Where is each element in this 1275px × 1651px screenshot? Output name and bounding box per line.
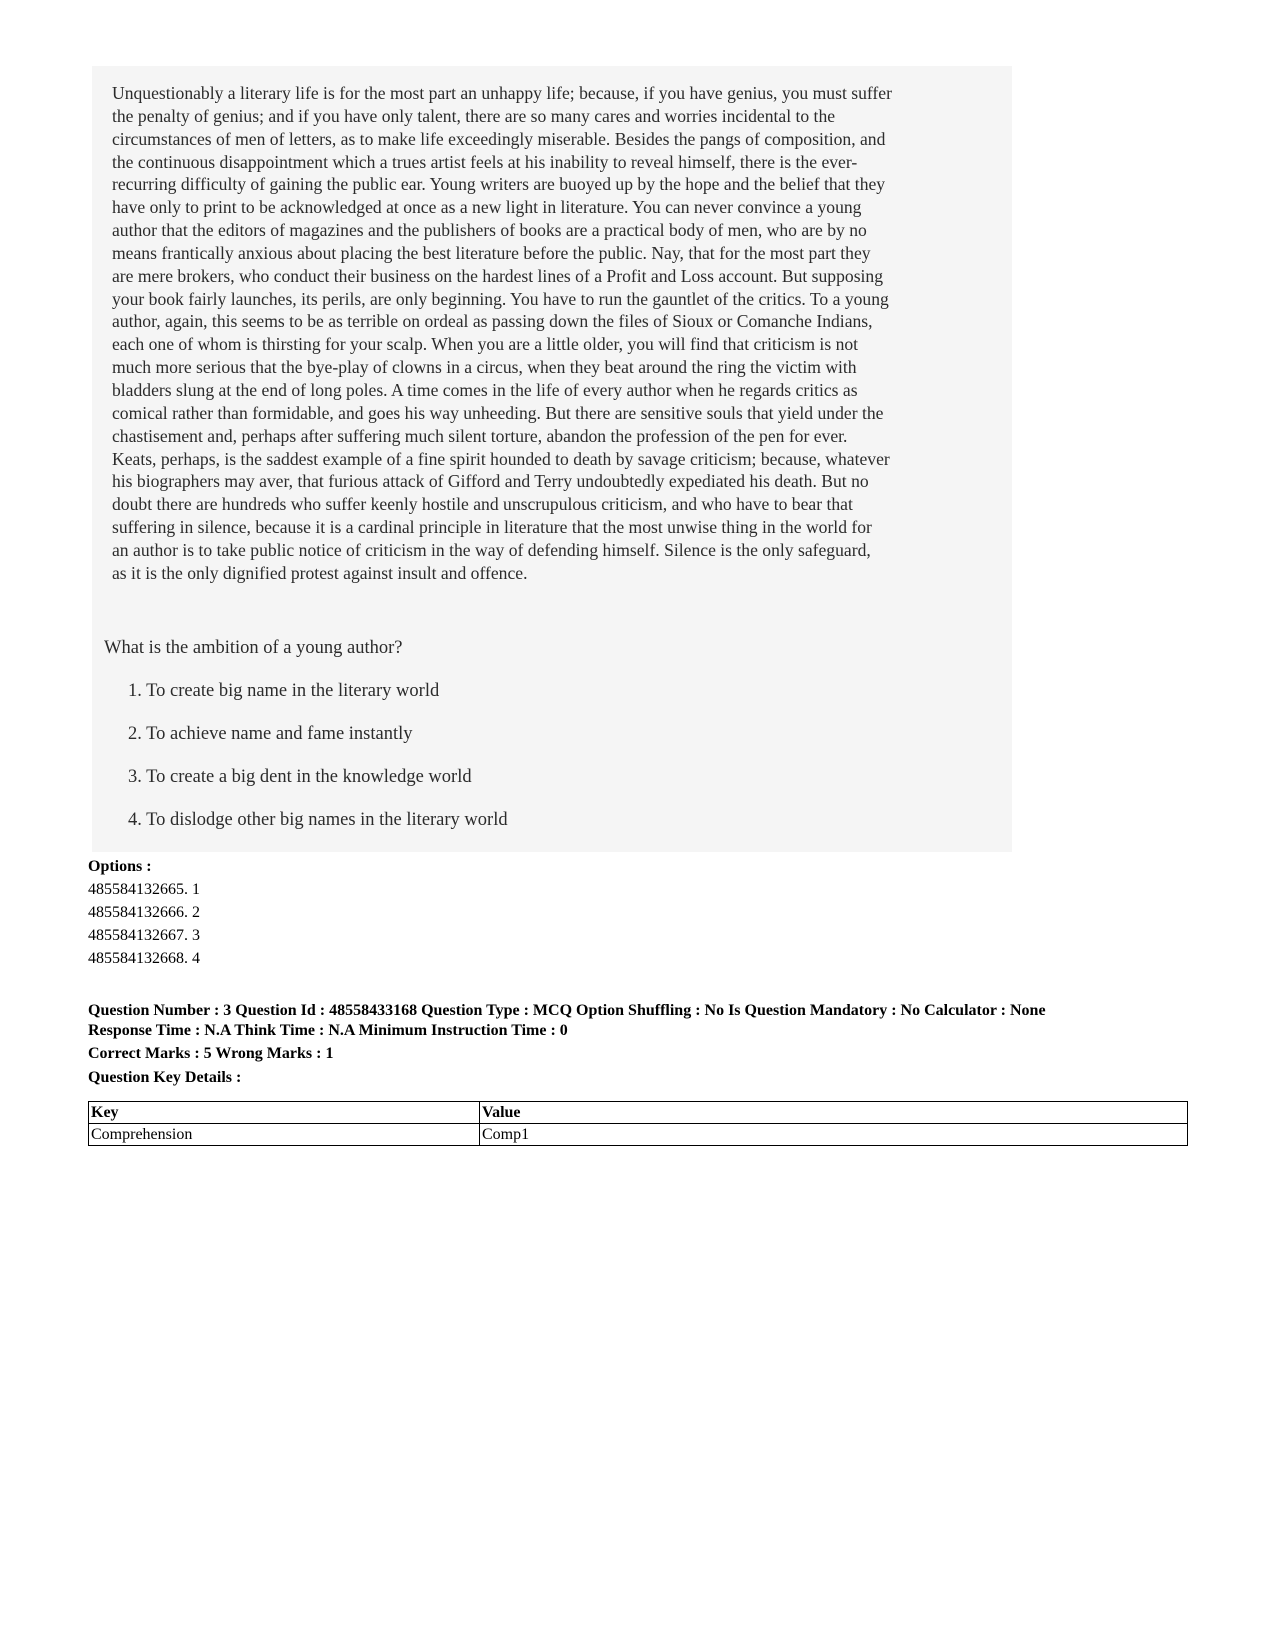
passage-line: an author is to take public notice of criticism in the way of defending himself. Silence is the only safeguard, xyxy=(112,539,871,560)
passage-line: author, again, this seems to be as terrible on ordeal as passing down the files of Sioux or Comanche Indians, xyxy=(112,311,873,332)
options-label: Options : xyxy=(88,858,152,875)
passage-line: have only to print to be acknowledged at once as a new light in literature. You can never convince a young xyxy=(112,197,862,218)
passage-line: his biographers may aver, that furious attack of Gifford and Terry undoubtedly expediated his death. But no xyxy=(112,471,869,492)
passage-line: suffering in silence, because it is a cardinal principle in literature that the most unwise thing in the world for xyxy=(112,517,872,538)
passage-line: your book fairly launches, its perils, are only beginning. You have to run the gauntlet of the critics. To a young xyxy=(112,288,889,309)
passage-line: Unquestionably a literary life is for the most part an unhappy life; because, if you have genius, you must suffer xyxy=(112,83,892,103)
passage-line: are mere brokers, who conduct their business on the hardest lines of a Profit and Loss account. But supposing xyxy=(112,265,884,286)
passage-line: Keats, perhaps, is the saddest example of a fine spirit hounded to death by savage criticism; because, whatever xyxy=(112,448,890,469)
question-info-line: Question Number : 3 Question Id : 48558433168 Question Type : MCQ Option Shuffling : No Is Question Mandatory : No Calculator : None xyxy=(88,1002,1046,1019)
passage-line: the penalty of genius; and if you have only talent, there are so many cares and worries incidental to the xyxy=(112,105,836,126)
comprehension-passage xyxy=(112,82,1002,585)
table-header-row xyxy=(89,1102,1188,1124)
option-item: 485584132668. 4 xyxy=(88,950,200,967)
key-details-label: Question Key Details : xyxy=(88,1069,242,1086)
question-image xyxy=(92,66,1012,852)
passage-line: means frantically anxious about placing the best literature before the public. Nay, that for the most part they xyxy=(112,242,871,263)
question-key-table xyxy=(88,1101,1188,1146)
table-cell-value: Comp1 xyxy=(480,1124,1188,1146)
answer-choice: 2. To achieve name and fame instantly xyxy=(128,724,413,744)
option-item: 485584132665. 1 xyxy=(88,881,200,898)
passage-line: much more serious that the bye-play of clowns in a circus, when they beat around the ring the victim with xyxy=(112,357,857,378)
passage-line: as it is the only dignified protest against insult and offence. xyxy=(112,562,528,583)
question-timing-line: Response Time : N.A Think Time : N.A Minimum Instruction Time : 0 xyxy=(88,1022,568,1039)
option-item: 485584132667. 3 xyxy=(88,927,200,944)
passage-line: chastisement and, perhaps after suffering much silent torture, abandon the profession of the pen for ever. xyxy=(112,425,848,446)
passage-line: author that the editors of magazines and the publishers of books are a practical body of men, who are by no xyxy=(112,220,867,241)
passage-line: recurring difficulty of gaining the public ear. Young writers are buoyed up by the hope and the belief that they xyxy=(112,174,886,195)
answer-choice: 4. To dislodge other big names in the literary world xyxy=(128,810,508,830)
passage-line: circumstances of men of letters, as to make life exceedingly miserable. Besides the pangs of composition, and xyxy=(112,128,886,149)
passage-line: the continuous disappointment which a trues artist feels at his inability to reveal himself, there is the ever- xyxy=(112,151,858,172)
passage-line: bladders slung at the end of long poles. A time comes in the life of every author when he regards critics as xyxy=(112,379,858,400)
table-header-value: Value xyxy=(480,1102,1188,1124)
passage-line: doubt there are hundreds who suffer keenly hostile and unscrupulous criticism, and who have to bear that xyxy=(112,494,853,515)
passage-line: each one of whom is thirsting for your scalp. When you are a little older, you will find that criticism is not xyxy=(112,334,859,355)
answer-choice: 1. To create big name in the literary world xyxy=(128,681,440,701)
table-row xyxy=(89,1124,1188,1146)
question-text: What is the ambition of a young author? xyxy=(104,638,403,658)
option-item: 485584132666. 2 xyxy=(88,904,200,921)
passage-line: comical rather than formidable, and goes his way unheeding. But there are sensitive souls that yield under the xyxy=(112,402,884,423)
table-cell-key: Comprehension xyxy=(89,1124,480,1146)
table-header-key: Key xyxy=(89,1102,480,1124)
marks-line: Correct Marks : 5 Wrong Marks : 1 xyxy=(88,1045,334,1062)
answer-choice: 3. To create a big dent in the knowledge world xyxy=(128,767,472,787)
